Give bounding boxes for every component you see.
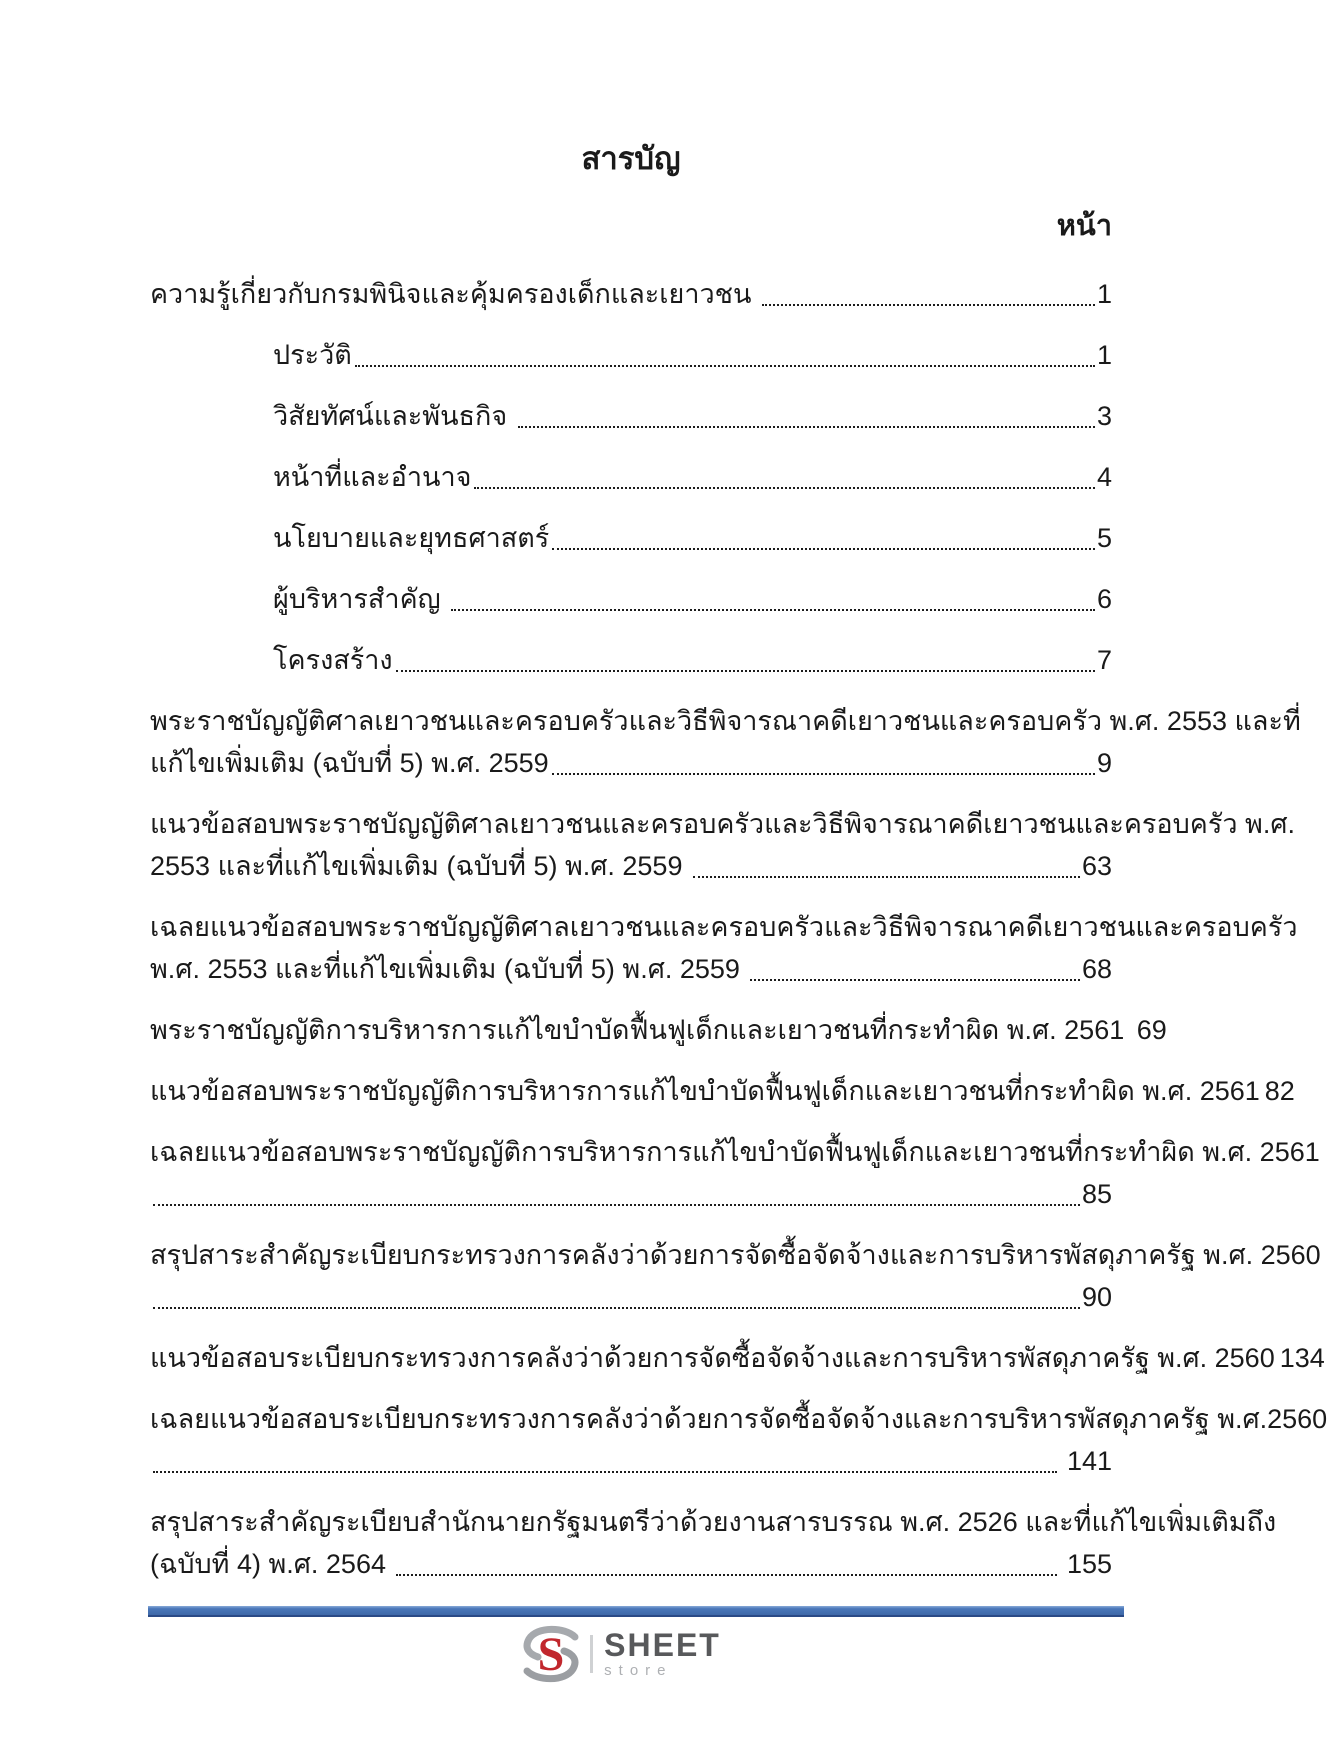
dot-leader: [396, 670, 1095, 672]
page-number: 3: [1096, 401, 1112, 431]
toc-entry-text: สรุปสาระสำคัญระเบียบกระทรวงการคลังว่าด้วยการจัดซื้อจัดจ้างและการบริหารพัสดุภาครัฐ พ.ศ. 2560: [150, 1240, 1321, 1270]
page-number: 4: [1096, 462, 1112, 492]
sheetstore-logo: [0, 1624, 1240, 1684]
toc-entry-text: พระราชบัญญัติการบริหารการแก้ไขบำบัดฟื้นฟูเด็กและเยาวชนที่กระทำผิด พ.ศ. 2561: [150, 1015, 1132, 1045]
toc-entry: [150, 1234, 1321, 1318]
toc-entry-text: หน้าที่และอำนาจ: [273, 462, 472, 492]
toc-entry: [150, 1398, 1327, 1482]
toc-entry: [150, 906, 1298, 990]
toc-entry: [150, 334, 1112, 376]
toc-entry-text: ความรู้เกี่ยวกับกรมพินิจและคุ้มครองเด็กและเยาวชน: [150, 279, 759, 309]
toc-entry-text: ประวัติ: [273, 340, 352, 370]
toc-entry-row: [150, 1440, 1112, 1482]
toc-entry-row: [273, 639, 1112, 681]
toc-entry-row: [150, 1543, 1112, 1585]
logo-brand-text: SHEET: [604, 1626, 721, 1663]
page-number: 155: [1059, 1549, 1112, 1579]
toc-entry: [150, 1131, 1320, 1215]
dot-leader: [474, 487, 1094, 489]
toc-list: [150, 273, 1327, 1585]
page-number: 9: [1096, 748, 1112, 778]
dot-leader: [396, 1574, 1057, 1576]
logo-s-icon: [519, 1626, 583, 1682]
toc-entry-text: โครงสร้าง: [273, 645, 393, 675]
dot-leader: [355, 365, 1095, 367]
page-number: 82: [1264, 1076, 1295, 1106]
toc-entry: [150, 1070, 1295, 1112]
page-number: 1: [1096, 340, 1112, 370]
toc-entry-text: แก้ไขเพิ่มเติม (ฉบับที่ 5) พ.ศ. 2559: [150, 748, 549, 778]
toc-entry-text: (ฉบับที่ 4) พ.ศ. 2564: [150, 1549, 394, 1579]
toc-entry-row: [150, 948, 1112, 990]
page-number: 69: [1136, 1015, 1167, 1045]
logo-divider: [590, 1635, 593, 1673]
svg-text:S: S: [537, 1628, 565, 1681]
dot-leader: [451, 609, 1095, 611]
toc-entry: [150, 1501, 1277, 1585]
toc-entry-row: [150, 1276, 1112, 1318]
page-number: 141: [1059, 1446, 1112, 1476]
dot-leader: [762, 304, 1095, 306]
toc-entry: [150, 700, 1301, 784]
toc-entry-text: เฉลยแนวข้อสอบระเบียบกระทรวงการคลังว่าด้วยการจัดซื้อจัดจ้างและการบริหารพัสดุภาครัฐ พ.ศ.2560: [150, 1404, 1327, 1434]
toc-entry-text: เฉลยแนวข้อสอบพระราชบัญญัติศาลเยาวชนและครอบครัวและวิธีพิจารณาคดีเยาวชนและครอบครัว: [150, 912, 1298, 942]
toc-entry-row: [150, 845, 1112, 887]
toc-entry: [150, 456, 1112, 498]
dot-leader: [750, 979, 1080, 981]
toc-entry-text: แนวข้อสอบพระราชบัญญัติศาลเยาวชนและครอบครัวและวิธีพิจารณาคดีเยาวชนและครอบครัว พ.ศ.: [150, 809, 1295, 839]
toc-entry-text: 2553 และที่แก้ไขเพิ่มเติม (ฉบับที่ 5) พ.ศ. 2559: [150, 851, 690, 881]
toc-entry: [150, 273, 1112, 315]
dot-leader: [552, 548, 1095, 550]
page-number: 63: [1081, 851, 1112, 881]
dot-leader: [552, 773, 1095, 775]
dot-leader: [153, 1471, 1057, 1473]
toc-entry-text: แนวข้อสอบพระราชบัญญัติการบริหารการแก้ไขบำบัดฟื้นฟูเด็กและเยาวชนที่กระทำผิด พ.ศ. 2561: [150, 1076, 1260, 1106]
toc-entry: [150, 1337, 1325, 1379]
toc-entry: [150, 517, 1112, 559]
toc-entry-text: พระราชบัญญัติศาลเยาวชนและครอบครัวและวิธีพิจารณาคดีเยาวชนและครอบครัว พ.ศ. 2553 และที่: [150, 706, 1301, 736]
toc-entry-text: สรุปสาระสำคัญระเบียบสำนักนายกรัฐมนตรีว่าด้วยงานสารบรรณ พ.ศ. 2526 และที่แก้ไขเพิ่มเติมถึง: [150, 1507, 1277, 1537]
toc-entry-text: นโยบายและยุทธศาสตร์: [273, 523, 550, 553]
toc-entry-row: [273, 456, 1112, 498]
toc-entry-row: [150, 1337, 1325, 1379]
toc-entry: [150, 395, 1112, 437]
toc-entry-text: วิสัยทัศน์และพันธกิจ: [273, 401, 515, 431]
dot-leader: [153, 1204, 1080, 1206]
toc-entry-text: เฉลยแนวข้อสอบพระราชบัญญัติการบริหารการแก้ไขบำบัดฟื้นฟูเด็กและเยาวชนที่กระทำผิด พ.ศ. 2561: [150, 1137, 1320, 1167]
page-title: สารบัญ: [581, 141, 681, 176]
toc-entry-row: [150, 1070, 1295, 1112]
toc-entry: [150, 1009, 1167, 1051]
toc-entry-row: [150, 1009, 1167, 1051]
toc-entry-row: [273, 395, 1112, 437]
toc-entry-row: [273, 578, 1112, 620]
toc-entry: [150, 578, 1112, 620]
page-number: 1: [1096, 279, 1112, 309]
toc-entry-row: [273, 334, 1112, 376]
toc-entry-row: [150, 273, 1112, 315]
page-number: 5: [1096, 523, 1112, 553]
toc-entry-row: [273, 517, 1112, 559]
footer-divider: [148, 1606, 1124, 1617]
page-number: 7: [1096, 645, 1112, 675]
toc-entry-text: ผู้บริหารสำคัญ: [273, 584, 449, 614]
toc-entry-text: พ.ศ. 2553 และที่แก้ไขเพิ่มเติม (ฉบับที่ 5) พ.ศ. 2559: [150, 954, 748, 984]
dot-leader: [153, 1307, 1080, 1309]
page-number: 85: [1081, 1179, 1112, 1209]
page-number: 6: [1096, 584, 1112, 614]
logo-sub-text: store: [604, 1661, 673, 1679]
page-column-header: หน้า: [1056, 210, 1112, 242]
page-number: 134: [1279, 1343, 1325, 1373]
toc-entry-text: แนวข้อสอบระเบียบกระทรวงการคลังว่าด้วยการจัดซื้อจัดจ้างและการบริหารพัสดุภาครัฐ พ.ศ. 2560: [150, 1343, 1275, 1373]
toc-entry-row: [150, 742, 1112, 784]
toc-entry: [150, 639, 1112, 681]
page-number: 90: [1081, 1282, 1112, 1312]
toc-entry-row: [150, 1173, 1112, 1215]
toc-entry: [150, 803, 1295, 887]
dot-leader: [518, 426, 1095, 428]
logo-text: [604, 1626, 721, 1679]
dot-leader: [693, 876, 1080, 878]
page-number: 68: [1081, 954, 1112, 984]
